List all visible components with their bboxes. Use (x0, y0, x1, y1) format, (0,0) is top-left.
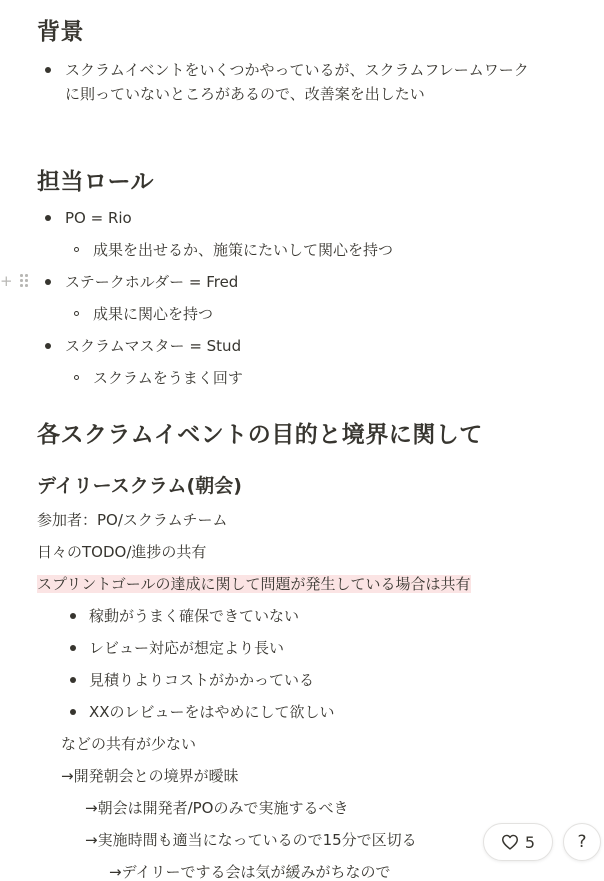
daily-participants: 参加者：PO/スクラムチーム (37, 511, 228, 529)
events-heading: 各スクラムイベントの目的と境界に関して (37, 422, 483, 448)
daily-purpose: 日々のTODO/進捗の共有 (37, 543, 207, 561)
bullet-dot (70, 645, 76, 651)
issue-item: 稼動がうまく確保できていない (89, 607, 300, 625)
background-heading: 背景 (37, 19, 84, 45)
daily-highlighted-text (37, 572, 471, 596)
help-button[interactable]: ? (563, 823, 601, 861)
background-bullet-line2: に則っていないところがあるので、改善案を出したい (65, 85, 425, 103)
daily-note: →開発朝会との境界が曖昧 (61, 767, 239, 785)
drag-handle-icon[interactable] (20, 274, 28, 288)
bullet-dot (70, 709, 76, 715)
daily-note: →デイリーでする会は気が緩みがちなので (109, 863, 391, 881)
role-sub-scrum-master: スクラムをうまく回す (93, 369, 243, 387)
bullet-dot (45, 67, 51, 73)
like-button[interactable] (483, 823, 553, 861)
bullet-dot (45, 215, 51, 221)
add-block-icon[interactable]: + (0, 272, 13, 290)
roles-heading: 担当ロール (37, 169, 155, 195)
role-sub-po: 成果を出せるか、施策にたいして関心を持つ (93, 241, 394, 259)
daily-note: →朝会は開発者/POのみで実施するべき (85, 799, 349, 817)
issue-item: XXのレビューをはやめにして欲しい (89, 703, 335, 721)
heart-icon (501, 834, 519, 850)
bullet-dot (70, 613, 76, 619)
issue-item: レビュー対応が想定より長い (89, 639, 285, 657)
like-count: 5 (524, 832, 536, 852)
role-item-scrum-master: スクラムマスター = Stud (65, 337, 242, 355)
bullet-circle (74, 311, 79, 316)
role-item-po: PO = Rio (65, 209, 132, 227)
bullet-dot (45, 343, 51, 349)
highlighted-span: スプリントゴールの達成に関して問題が発生している場合は共有 (37, 575, 471, 593)
background-bullet-line1: スクラムイベントをいくつかやっているが、スクラムフレームワーク (65, 61, 529, 79)
daily-note: などの共有が少ない (61, 735, 197, 753)
role-item-stakeholder: ステークホルダー = Fred (65, 273, 239, 291)
bullet-circle (74, 375, 79, 380)
role-sub-stakeholder: 成果に関心を持つ (93, 305, 214, 323)
bullet-dot (70, 677, 76, 683)
issue-item: 見積りよりコストがかかっている (89, 671, 315, 689)
bullet-dot (45, 279, 51, 285)
daily-scrum-heading: デイリースクラム(朝会) (37, 475, 242, 497)
daily-note: →実施時間も適当になっているので15分で区切る (85, 831, 417, 849)
bullet-circle (74, 247, 79, 252)
